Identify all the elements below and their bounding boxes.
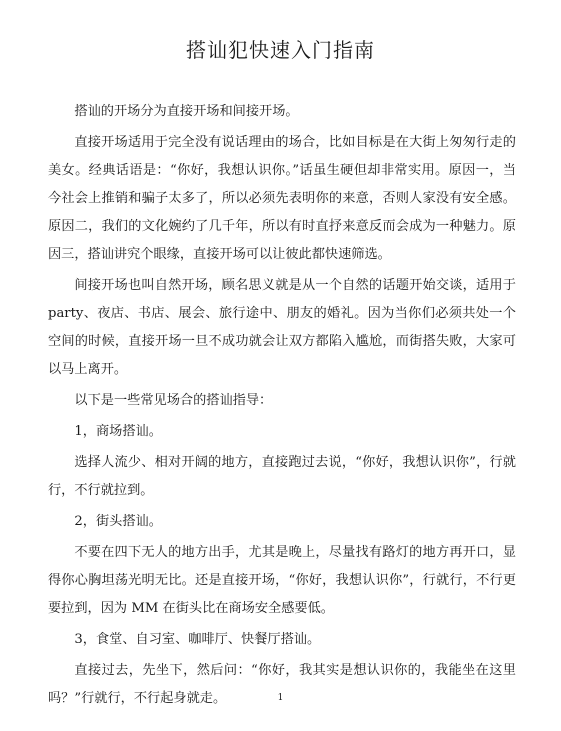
section-heading: 1，商场搭讪。: [74, 424, 162, 439]
paragraph: 搭讪的开场分为直接开场和间接开场。: [74, 104, 299, 119]
document-body: [48, 98, 516, 716]
section-heading: 2，街头搭讪。: [74, 514, 162, 529]
paragraph: 不要在四下无人的地方出手，尤其是晚上，尽量找有路灯的地方再开口，显得你心胸坦荡光明无比。还是直接开场，“你好，我想认识你”，行就行，不行更要拉到，因为 MM 在街头比在商场安全感要低。: [48, 545, 516, 616]
document-title: 搭讪犯快速入门指南: [186, 38, 375, 62]
paragraph: 选择人流少、相对开阔的地方，直接跑过去说，“你好，我想认识你”，行就行，不行就拉到。: [48, 455, 516, 498]
paragraph: 以下是一些常见场合的搭讪指导：: [74, 393, 273, 408]
section-heading: 3，食堂、自习室、咖啡厅、快餐厅搭讪。: [74, 632, 321, 647]
page-number: 1: [277, 693, 284, 703]
paragraph: 直接开场适用于完全没有说话理由的场合，比如目标是在大街上匆匆行走的美女。经典话语是：“你好，我想认识你。”话虽生硬但却非常实用。原因一，当今社会上推销和骗子太多了，所以必须先表明你的来意，否则人家没有安全感。原因二，我们的文化婉约了几千年，所以有时直抒来意反而会成为一种魅力。原因三，搭讪讲究个眼缘，直接开场可以让彼此都快速筛选。: [48, 135, 516, 262]
paragraph: 直接过去，先坐下，然后问：“你好，我其实是想认识你的，我能坐在这里吗？”行就行，不行起身就走。: [48, 663, 516, 706]
paragraph: 间接开场也叫自然开场，顾名思义就是从一个自然的话题开始交谈，适用于 party、夜店、书店、展会、旅行途中、朋友的婚礼。因为当你们必须共处一个空间的时候，直接开场一旦不成功就会让双方都陷入尴尬，而街搭失败，大家可以马上离开。: [48, 278, 516, 377]
